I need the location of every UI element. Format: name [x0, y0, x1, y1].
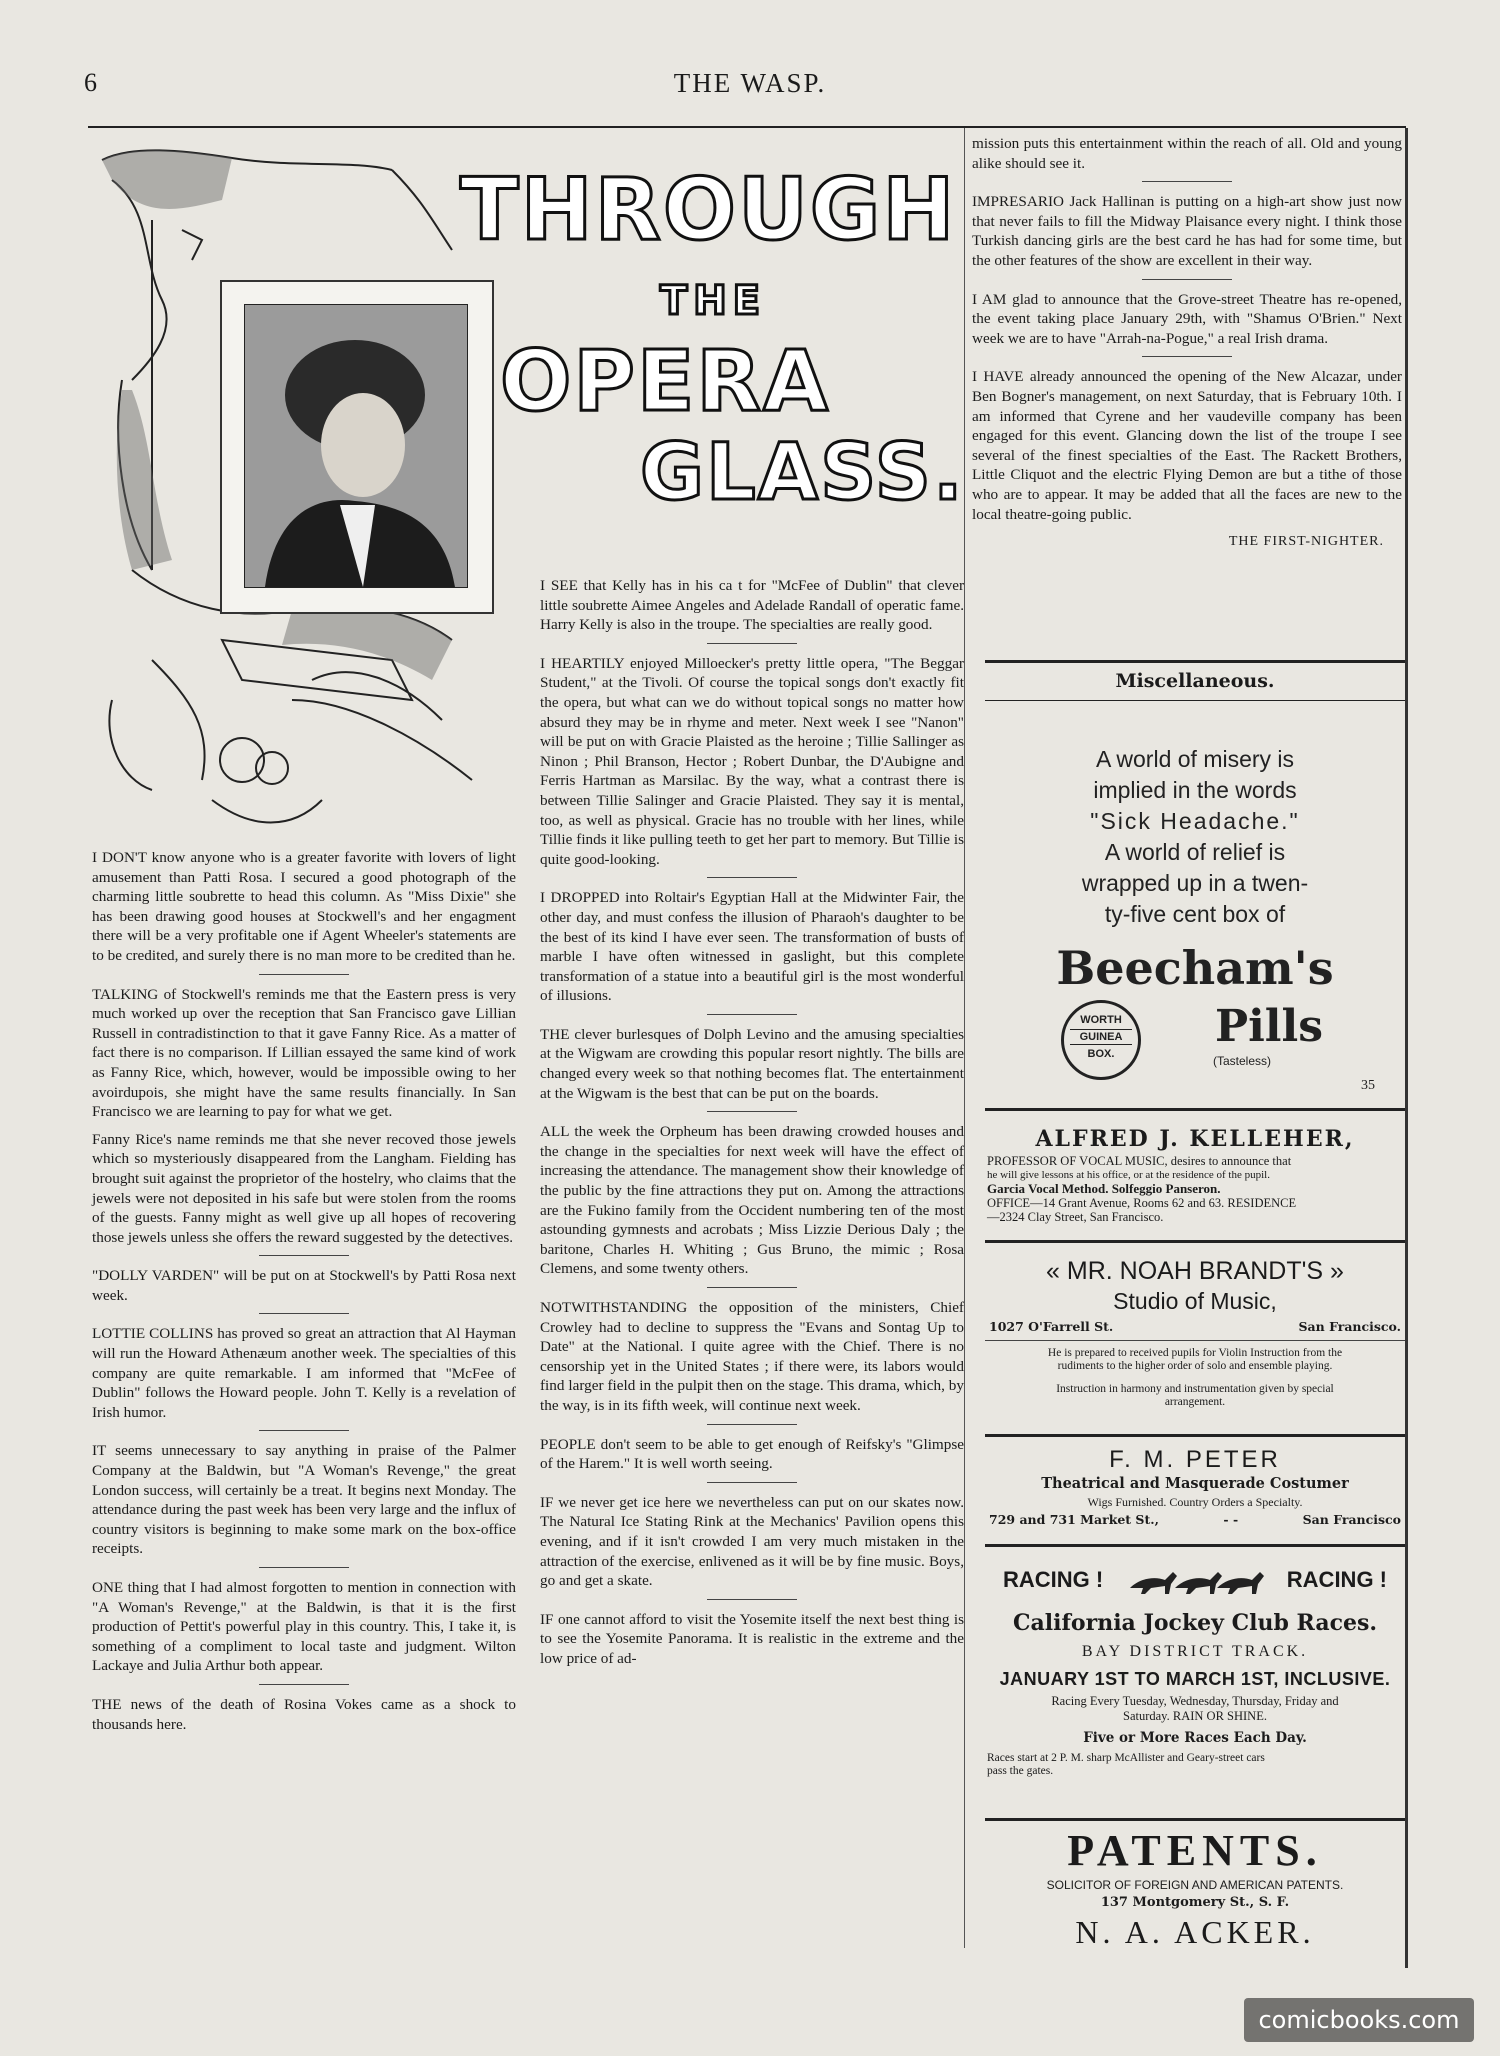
article-paragraph: I SEE that Kelly has in his ca t for "McFee of Dublin" that clever little soubrette Aimee Angeles and Adelade Randall of operatic fame. Harry Kelly is also in the troupe. The specialties are really good. — [540, 577, 964, 634]
ad-rule — [985, 1544, 1405, 1547]
brandt-city: San Francisco. — [1298, 1319, 1401, 1334]
patents-ad — [985, 1826, 1405, 1952]
article-paragraph: "DOLLY VARDEN" will be put on at Stockwell's by Patti Rosa next week. — [92, 1267, 516, 1304]
peter-dashes: - - — [1223, 1512, 1239, 1527]
article-paragraph: I HEARTILY enjoyed Milloecker's pretty little opera, "The Beggar Student," at the Tivoli. Of course the topical songs don't exactly fit the opera, but what can we do without topical songs no matter how absurd they may be in rhyme and meter. Next week I see "Nanon" will be put on with Gracie Plaisted as the heroine ; Tillie Sallinger as Ninon ; Phil Branson, Hector ; Robert Dunbar, the D'Aubigne and Ferris Hartman as Marsilac. By the way, what a contrast there is between Tillie Salinger and Gracie Plaisted. They say it is mental, too, as well as physical. Gracie has no trouble with her lines, while Tillie finds it like pulling teeth to get her part to memory. But Tillie is quite good-looking. — [540, 654, 964, 868]
separator — [1142, 279, 1232, 280]
separator — [707, 643, 797, 644]
signature: THE FIRST-NIGHTER. — [1228, 534, 1384, 550]
separator — [707, 877, 797, 878]
separator — [707, 1111, 797, 1112]
separator — [707, 1424, 797, 1425]
ad-line: He is prepared to received pupils for Violin Instruction from the — [1047, 1347, 1343, 1359]
racing-five: Five or More Races Each Day. — [1083, 1730, 1307, 1746]
ad-line: OFFICE—14 Grant Avenue, Rooms 62 and 63. RESIDENCE — [987, 1196, 1297, 1210]
ad-line: arrangement. — [1164, 1396, 1226, 1408]
article-column-3 — [972, 134, 1402, 552]
brandt-name-text: MR. NOAH BRANDT'S — [1066, 1257, 1324, 1285]
peter-name: F. M. PETER — [1109, 1446, 1281, 1473]
article-paragraph: IF we never get ice here we nevertheless can put on our skates now. The Natural Ice Stating Rink at the Mechanics' Pavilion opens this evening, and if it isn't crowded I am very much mistaken in the attraction of the exercise, enlivened as it will be by fine music. Boys, go and get a skate. — [540, 1493, 964, 1590]
article-paragraph: IT seems unnecessary to say anything in praise of the Palmer Company at the Baldwin, but "A Woman's Revenge," the great London success, will certainly be a treat. It begins next Monday. The attendance during the past week has been very large and the influx of country visitors is beginning to make some mark on the box-office receipts. — [92, 1442, 516, 1558]
article-paragraph: Fanny Rice's name reminds me that she never recoved those jewels which so mysteriously disappeared from the Langham. Fielding has brought suit against the proprietor of the hostelry, who claims that the jewels were not deposited in his safe but were stolen from the rooms of the guests. Fanny might as well give up all hopes of recovering those jewels unless she offers the reward suggested by the detectives. — [92, 1130, 516, 1246]
article-paragraph: IF one cannot afford to visit the Yosemite itself the next best thing is to see the Yosemite Panorama. It is realistic in the extreme and the low price of ad- — [540, 1610, 964, 1667]
peter-ad — [985, 1446, 1405, 1530]
ad-rule — [985, 1818, 1405, 1821]
beecham-ad — [985, 744, 1405, 1094]
article-paragraph: I DROPPED into Roltair's Egyptian Hall at the Midwinter Fair, the other day, and must confess the illusion of Pharaoh's daughter to be the best of its kind I have ever seen. The transformation of busts of marble I have often witnessed in gaslight, but this complete transformation of a statue into a beautiful girl is the most wonderful of illusions. — [540, 889, 964, 1005]
separator — [259, 1255, 349, 1256]
ad-line: Races start at 2 P. M. sharp McAllister and Geary-street cars — [987, 1752, 1265, 1764]
peter-city: San Francisco — [1302, 1512, 1401, 1527]
separator — [259, 1430, 349, 1431]
ad-line: PROFESSOR OF VOCAL MUSIC, desires to announce that — [987, 1154, 1292, 1168]
portrait-figure — [245, 305, 467, 587]
ad-line: Theatrical and Masquerade Costumer — [1041, 1475, 1349, 1492]
article-paragraph: PEOPLE don't seem to be able to get enough of Reifsky's "Glimpse of the Harem." It is well worth seeing. — [540, 1435, 964, 1473]
separator — [259, 974, 349, 975]
seal-text: WORTH — [1080, 1014, 1122, 1026]
patents-head: PATENTS. — [1067, 1826, 1323, 1875]
separator — [707, 1014, 797, 1015]
ad-rule — [985, 1434, 1405, 1437]
portrait-photo — [244, 304, 468, 588]
seal-text: GUINEA — [1070, 1029, 1132, 1045]
page-number: 6 — [84, 68, 97, 97]
ad-number: 35 — [1361, 1078, 1375, 1093]
ad-rule — [985, 1240, 1405, 1243]
article-paragraph: I HAVE already announced the opening of the New Alcazar, under Ben Bogner's management, on next Saturday, that is February 10th. I am informed that Cyrene and her vaudeville company has been engaged for this event. Glancing down the list of the troupe I see several of the finest specialties of the East. The Rackett Brothers, Little Cliquot and the electric Flying Demon are but a tithe of those who are to appear. It may be added that all the faces are new to the local theatre-going public. — [972, 368, 1402, 523]
separator — [259, 1313, 349, 1314]
article-column-2 — [540, 576, 964, 1677]
misc-heading: Miscellaneous. — [1115, 670, 1275, 692]
patents-name: N. A. ACKER. — [1075, 1914, 1315, 1950]
ad-rule — [985, 1108, 1405, 1111]
watermark-badge: comicbooks.com — [1244, 1998, 1474, 2042]
article-paragraph: TALKING of Stockwell's reminds me that the Eastern press is very much worked up over the reception that San Francisco gave Lillian Russell in contradistinction to that it gave Fanny Rice. As a matter of fact there is no comparison. If Lillian essayed the same kind of work as Fanny Rice, which, however, would be impossible owing to her avoirdupois, she might have the same results financially. In San Francisco we are learning to pay for what we get. — [92, 985, 516, 1121]
peter-address: 729 and 731 Market St., — [989, 1512, 1159, 1527]
ad-line: pass the gates. — [987, 1765, 1054, 1777]
ad-line: A world of relief is — [1104, 839, 1286, 865]
separator — [1142, 356, 1232, 357]
racing-club: California Jockey Club Races. — [1012, 1610, 1378, 1636]
kelleher-ad — [985, 1124, 1405, 1224]
ad-line: "Sick Headache." — [1090, 808, 1300, 834]
ad-column-rule — [1405, 128, 1408, 1968]
article-paragraph: NOTWITHSTANDING the opposition of the ministers, Chief Crowley had to decline to suppress the "Evans and Sontag Up to Date" at the National. I quite agree with the Chief. There is no censorship yet in the United States ; if there were, its labors would find larger field in the pulpit then on the stage. This drama, which, by the way, is in its fifth week, will continue next week. — [540, 1299, 964, 1414]
ad-line: implied in the words — [1093, 777, 1297, 803]
headline-word-4: GLASS. — [640, 428, 965, 518]
article-paragraph: mission puts this entertainment within the reach of all. Old and young alike should see it. — [972, 135, 1402, 172]
ad-line: he will give lessons at his office, or at the residence of the pupil. — [987, 1169, 1270, 1181]
separator — [259, 1567, 349, 1568]
separator — [707, 1599, 797, 1600]
article-paragraph: LOTTIE COLLINS has proved so great an attraction that Al Hayman will run the Howard Athenæum another week. The specialties of this company are quite remarkable. I am informed that "McFee of Dublin" follows the Howard people. John T. Kelly is a revelation of Irish humor. — [92, 1325, 516, 1421]
ad-line: Instruction in harmony and instrumentation given by special — [1056, 1383, 1334, 1395]
headline-word-3: OPERA — [500, 332, 831, 430]
ad-line: ty-five cent box of — [1104, 901, 1286, 927]
ad-line: 137 Montgomery St., S. F. — [1100, 1895, 1290, 1910]
racing-track: BAY DISTRICT TRACK. — [1081, 1643, 1309, 1660]
article-paragraph: IMPRESARIO Jack Hallinan is putting on a high-art show just now that never fails to fill the Midway Plaisance every night. I think those Turkish dancing girls are the best card he has had for some time, but the other features of the show are excellent in their way. — [972, 193, 1402, 269]
seal-text: BOX. — [1087, 1048, 1115, 1060]
masthead-title: THE WASP. — [673, 68, 827, 98]
headline-word-2: THE — [660, 278, 767, 324]
brandt-ad — [985, 1256, 1405, 1409]
ad-line: Garcia Vocal Method. Solfeggio Panseron. — [987, 1181, 1221, 1196]
separator — [1142, 181, 1232, 182]
ad-line: SOLICITOR OF FOREIGN AND AMERICAN PATENTS. — [1046, 1878, 1344, 1892]
article-paragraph: I DON'T know anyone who is a greater favorite with lovers of light amusement than Patti Rosa. I secured a good photograph of the charming little soubrette to head this column. As "Miss Dixie" she has been drawing good houses at Stockwell's and her engagment there will be a very profitable one if Agent Wheeler's statements are to be credited, and surely there is no man more to be credited than he. — [92, 849, 516, 964]
brandt-name: « MR. NOAH BRANDT'S » — [1046, 1257, 1344, 1285]
brandt-address: 1027 O'Farrell St. — [989, 1319, 1114, 1334]
pills-word: Pills — [1215, 1001, 1324, 1052]
headline-word-1: THROUGH — [460, 160, 957, 260]
guinea-seal — [1061, 1000, 1141, 1080]
ad-line: wrapped up in a twen- — [1081, 870, 1309, 896]
pills-row — [985, 998, 1405, 1078]
ad-line: rudiments to the higher order of solo and ensemble playing. — [1057, 1360, 1333, 1372]
racing-ad — [985, 1554, 1405, 1778]
article-paragraph: I AM glad to announce that the Grove-street Theatre has re-opened, the event taking place January 29th, with "Shamus O'Brien." Next week we are to have "Arrah-na-Pogue," a real Irish drama. — [972, 290, 1402, 347]
beecham-brand: Beecham's — [1056, 941, 1334, 995]
brandt-sub: Studio of Music, — [1113, 1288, 1277, 1314]
article-column-1 — [92, 848, 516, 1742]
article-paragraph: THE news of the death of Rosina Vokes came as a shock to thousands here. — [92, 1695, 516, 1733]
ad-line: Wigs Furnished. Country Orders a Specialty. — [1087, 1495, 1303, 1509]
kelleher-name: ALFRED J. KELLEHER, — [1035, 1126, 1355, 1152]
column-rule — [964, 128, 965, 1948]
tasteless-note: (Tasteless) — [1213, 1054, 1272, 1068]
horse-race-icon — [1125, 1560, 1265, 1600]
ad-line: A world of misery is — [1095, 746, 1295, 772]
ad-line: Saturday. RAIN OR SHINE. — [1123, 1709, 1267, 1723]
article-paragraph: ALL the week the Orpheum has been drawing crowded houses and the change in the specialties for next week will have the effect of increasing the attendance. The management show their knowledge of the public by the fine attractions they put on. Among the attractions are the Fukino family from the Occident numbering ten of the most astounding gymnests and acrobats ; Miss Lizzie Derious Daly ; the baritone, Charles H. Whiting ; Gus Bruno, the mimic ; Rosa Clemens, and some twenty others. — [540, 1123, 964, 1278]
header-rule — [88, 126, 1406, 128]
ad-rule — [985, 660, 1405, 663]
separator — [259, 1684, 349, 1685]
ad-line: —2324 Clay Street, San Francisco. — [987, 1210, 1164, 1224]
ad-inner-rule — [985, 1340, 1405, 1341]
article-paragraph: ONE thing that I had almost forgotten to mention in connection with "A Woman's Revenge," at the Baldwin, is that it is the first production of Pettit's powerful play in this country. This, I take it, is something of a compliment to local taste and judgment. Wilton Lackaye and Julia Arthur both appear. — [92, 1579, 516, 1675]
racing-left: RACING ! — [1003, 1567, 1104, 1592]
ad-line: Racing Every Tuesday, Wednesday, Thursday, Friday and — [1051, 1694, 1339, 1708]
racing-right: RACING ! — [1286, 1567, 1387, 1592]
article-paragraph: THE clever burlesques of Dolph Levino and the amusing specialties at the Wigwam are crowding this popular resort nightly. The bills are changed every week so that nothing becomes flat. The entertainment at the Wigwam is the best that can be put on the boards. — [540, 1025, 964, 1102]
separator — [707, 1482, 797, 1483]
headline-lettering — [440, 160, 965, 560]
racing-dates: JANUARY 1ST TO MARCH 1ST, INCLUSIVE. — [999, 1669, 1391, 1689]
ad-rule — [985, 700, 1405, 701]
separator — [707, 1287, 797, 1288]
